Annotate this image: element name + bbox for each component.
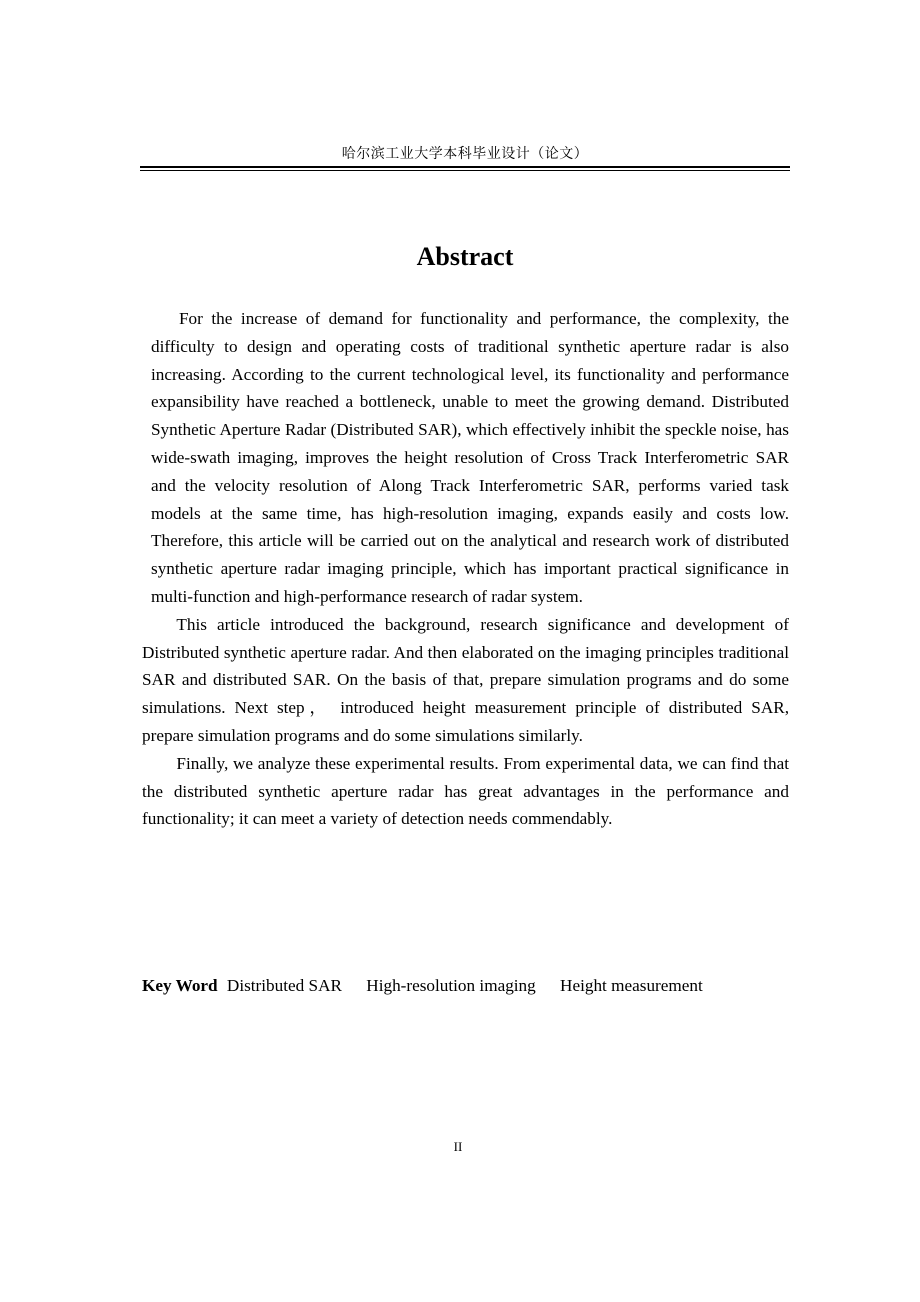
abstract-title: Abstract	[416, 242, 514, 272]
keywords-line	[142, 972, 789, 1000]
header-divider	[140, 166, 790, 171]
abstract-paragraph-2: This article introduced the background, research significance and development of Distributed synthetic aperture radar. And then elaborated on the imaging principles traditional SAR and distributed SAR. On the basis of that, prepare simulation programs and do some simulations. Next step， introduced height measurement principle of distributed SAR, prepare simulation programs and do some simulations similarly.	[142, 614, 789, 745]
page-number: II	[453, 1139, 463, 1154]
keyword-item: Height measurement	[560, 976, 703, 995]
running-header: 哈尔滨工业大学本科毕业设计（论文）	[341, 147, 589, 162]
abstract-paragraph-3: Finally, we analyze these experimental results. From experimental data, we can find that the distributed synthetic aperture radar has great advantages in the performance and functionality; it can meet a variety of detection needs commendably.	[142, 753, 789, 829]
abstract-body	[142, 305, 789, 833]
keyword-item: Distributed SAR	[226, 976, 342, 995]
keyword-item: High-resolution imaging	[366, 976, 536, 995]
abstract-paragraph-1: For the increase of demand for functionality and performance, the complexity, the difficulty to design and operating costs of traditional synthetic aperture radar is also increasing. According to the current technological level, its functionality and performance expansibility have reached a bottleneck, unable to meet the growing demand. Distributed Synthetic Aperture Radar (Distributed SAR), which effectively inhibit the speckle noise, has wide-swath imaging, improves the height resolution of Cross Track Interferometric SAR and the velocity resolution of Along Track Interferometric SAR, performs varied task models at the same time, has high-resolution imaging, expands easily and costs low. Therefore, this article will be carried out on the analytical and research work of distributed synthetic aperture radar imaging principle, which has important practical significance in multi-function and high-performance research of radar system.	[151, 309, 789, 606]
keywords-label: Key Word	[142, 976, 218, 995]
